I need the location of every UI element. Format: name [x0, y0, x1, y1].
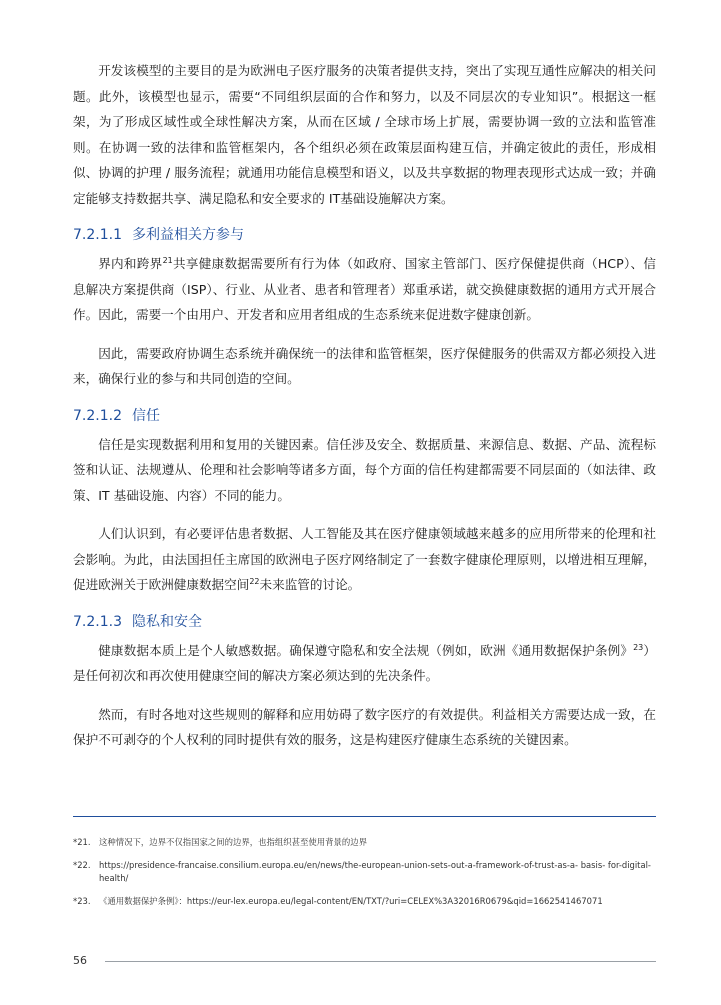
footnote-22 — [73, 859, 656, 885]
text-run: ）是任何初次和再次使用健康空间的解决方案必须达到的先决条件。 — [73, 642, 657, 683]
footer-divider — [105, 961, 656, 962]
footnote-link[interactable]: https://presidence-francaise.consilium.europa.eu/en/news/the-european-union-sets-out-a-framework-of-trust-as-a- basis- for-digital-health/ — [99, 860, 651, 883]
trust-paragraph-1: 信任是实现数据利用和复用的关键因素。信任涉及安全、数据质量、来源信息、数据、产品、流程标签和认证、法规遵从、伦理和社会影响等诸多方面，每个方面的信任构建都需要不同层面的（如法律、政策、IT 基础设施、内容）不同的能力。 — [73, 436, 656, 503]
section-number: 7.2.1.3 — [73, 613, 122, 630]
section-heading-privacy — [73, 612, 656, 632]
text-run: 人们认识到，有必要评估患者数据、人工智能及其在医疗健康领域越来越多的应用所带来的伦理和社会影响。为此，由法国担任主席国的欧洲电子医疗网络制定了一套数字健康伦理原则，以增进相互理解，促进欧洲关于欧洲健康数据空间 — [73, 526, 656, 592]
intro-paragraph: 开发该模型的主要目的是为欧洲电子医疗服务的决策者提供支持，突出了实现互通性应解决的相关问题。此外，该模型也显示，需要“不同组织层面的合作和努力，以及不同层次的专业知识”。根据这一框架，为了形成区域性或全球性解决方案，从而在区域 / 全球市场上扩展，需要协调一致的立法和监管准则。在协调一致的法律和监管框架内，各个组织必须在政策层面构建互信，并确定彼此的责任，形成相似、协调的护理 / 服务流程；就通用功能信息模型和语义，以及共享数据的物理表现形式达成一致；并确定能够支持数据共享、满足隐私和安全要求的 IT基础设施解决方案。 — [73, 63, 656, 206]
section-number: 7.2.1.2 — [73, 407, 122, 424]
footnote-21 — [73, 836, 656, 849]
text-run: 未来监管的讨论。 — [259, 577, 361, 592]
section-heading-stakeholders — [73, 225, 656, 245]
text-run: 健康数据本质上是个人敏感数据。确保遵守隐私和安全法规（例如，欧洲《通用数据保护条例》 — [98, 642, 634, 658]
section-title: 多利益相关方参与 — [131, 227, 244, 243]
footnote-text: 这种情况下，边界不仅指国家之间的边界，也指组织甚至使用背景的边界 — [99, 837, 367, 847]
section-title: 隐私和安全 — [131, 613, 202, 630]
footnote-23 — [73, 895, 656, 908]
section-number: 7.2.1.1 — [73, 227, 122, 243]
footnote-mark: *21. — [73, 837, 91, 847]
stakeholders-paragraph-2: 因此，需要政府协调生态系统并确保统一的法律和监管框架，医疗保健服务的供需双方都必须投入进来，确保行业的参与和共同创造的空间。 — [73, 345, 656, 386]
footnote-mark: *22. — [73, 860, 91, 870]
footnote-mark: *23. — [73, 896, 91, 906]
stakeholders-paragraph-1 — [73, 251, 656, 328]
footnote-ref-23[interactable]: 23 — [633, 642, 644, 652]
footnote-divider — [73, 816, 656, 817]
trust-paragraph-2 — [73, 521, 656, 598]
privacy-paragraph-2: 然而，有时各地对这些规则的解释和应用妨碍了数字医疗的有效提供。利益相关方需要达成一致，在保护不可剥夺的个人权利的同时提供有效的服务，这是构建医疗健康生态系统的关键因素。 — [73, 706, 656, 747]
text-run: 界内和跨界 — [98, 256, 163, 271]
section-heading-trust — [73, 406, 656, 426]
footnote-ref-21[interactable]: 21 — [162, 255, 173, 265]
page-number: 56 — [73, 954, 87, 967]
privacy-paragraph-1 — [73, 638, 656, 689]
footnote-link[interactable]: 《通用数据保护条例》：https://eur-lex.europa.eu/legal-content/EN/TXT/?uri=CELEX%3A32016R0679&qid=1662541467071 — [99, 896, 603, 906]
footnote-ref-22[interactable]: 22 — [249, 576, 260, 586]
section-title: 信任 — [131, 407, 160, 424]
text-run: 共享健康数据需要所有行为体（如政府、国家主管部门、医疗保健提供商（HCP）、信息解决方案提供商（ISP）、行业、从业者、患者和管理者）郑重承诺，就交换健康数据的通用方式开展合作。因此，需要一个由用户、开发者和应用者组成的生态系统来促进数字健康创新。 — [73, 256, 657, 322]
footnotes — [73, 836, 656, 918]
main-content — [73, 58, 656, 753]
